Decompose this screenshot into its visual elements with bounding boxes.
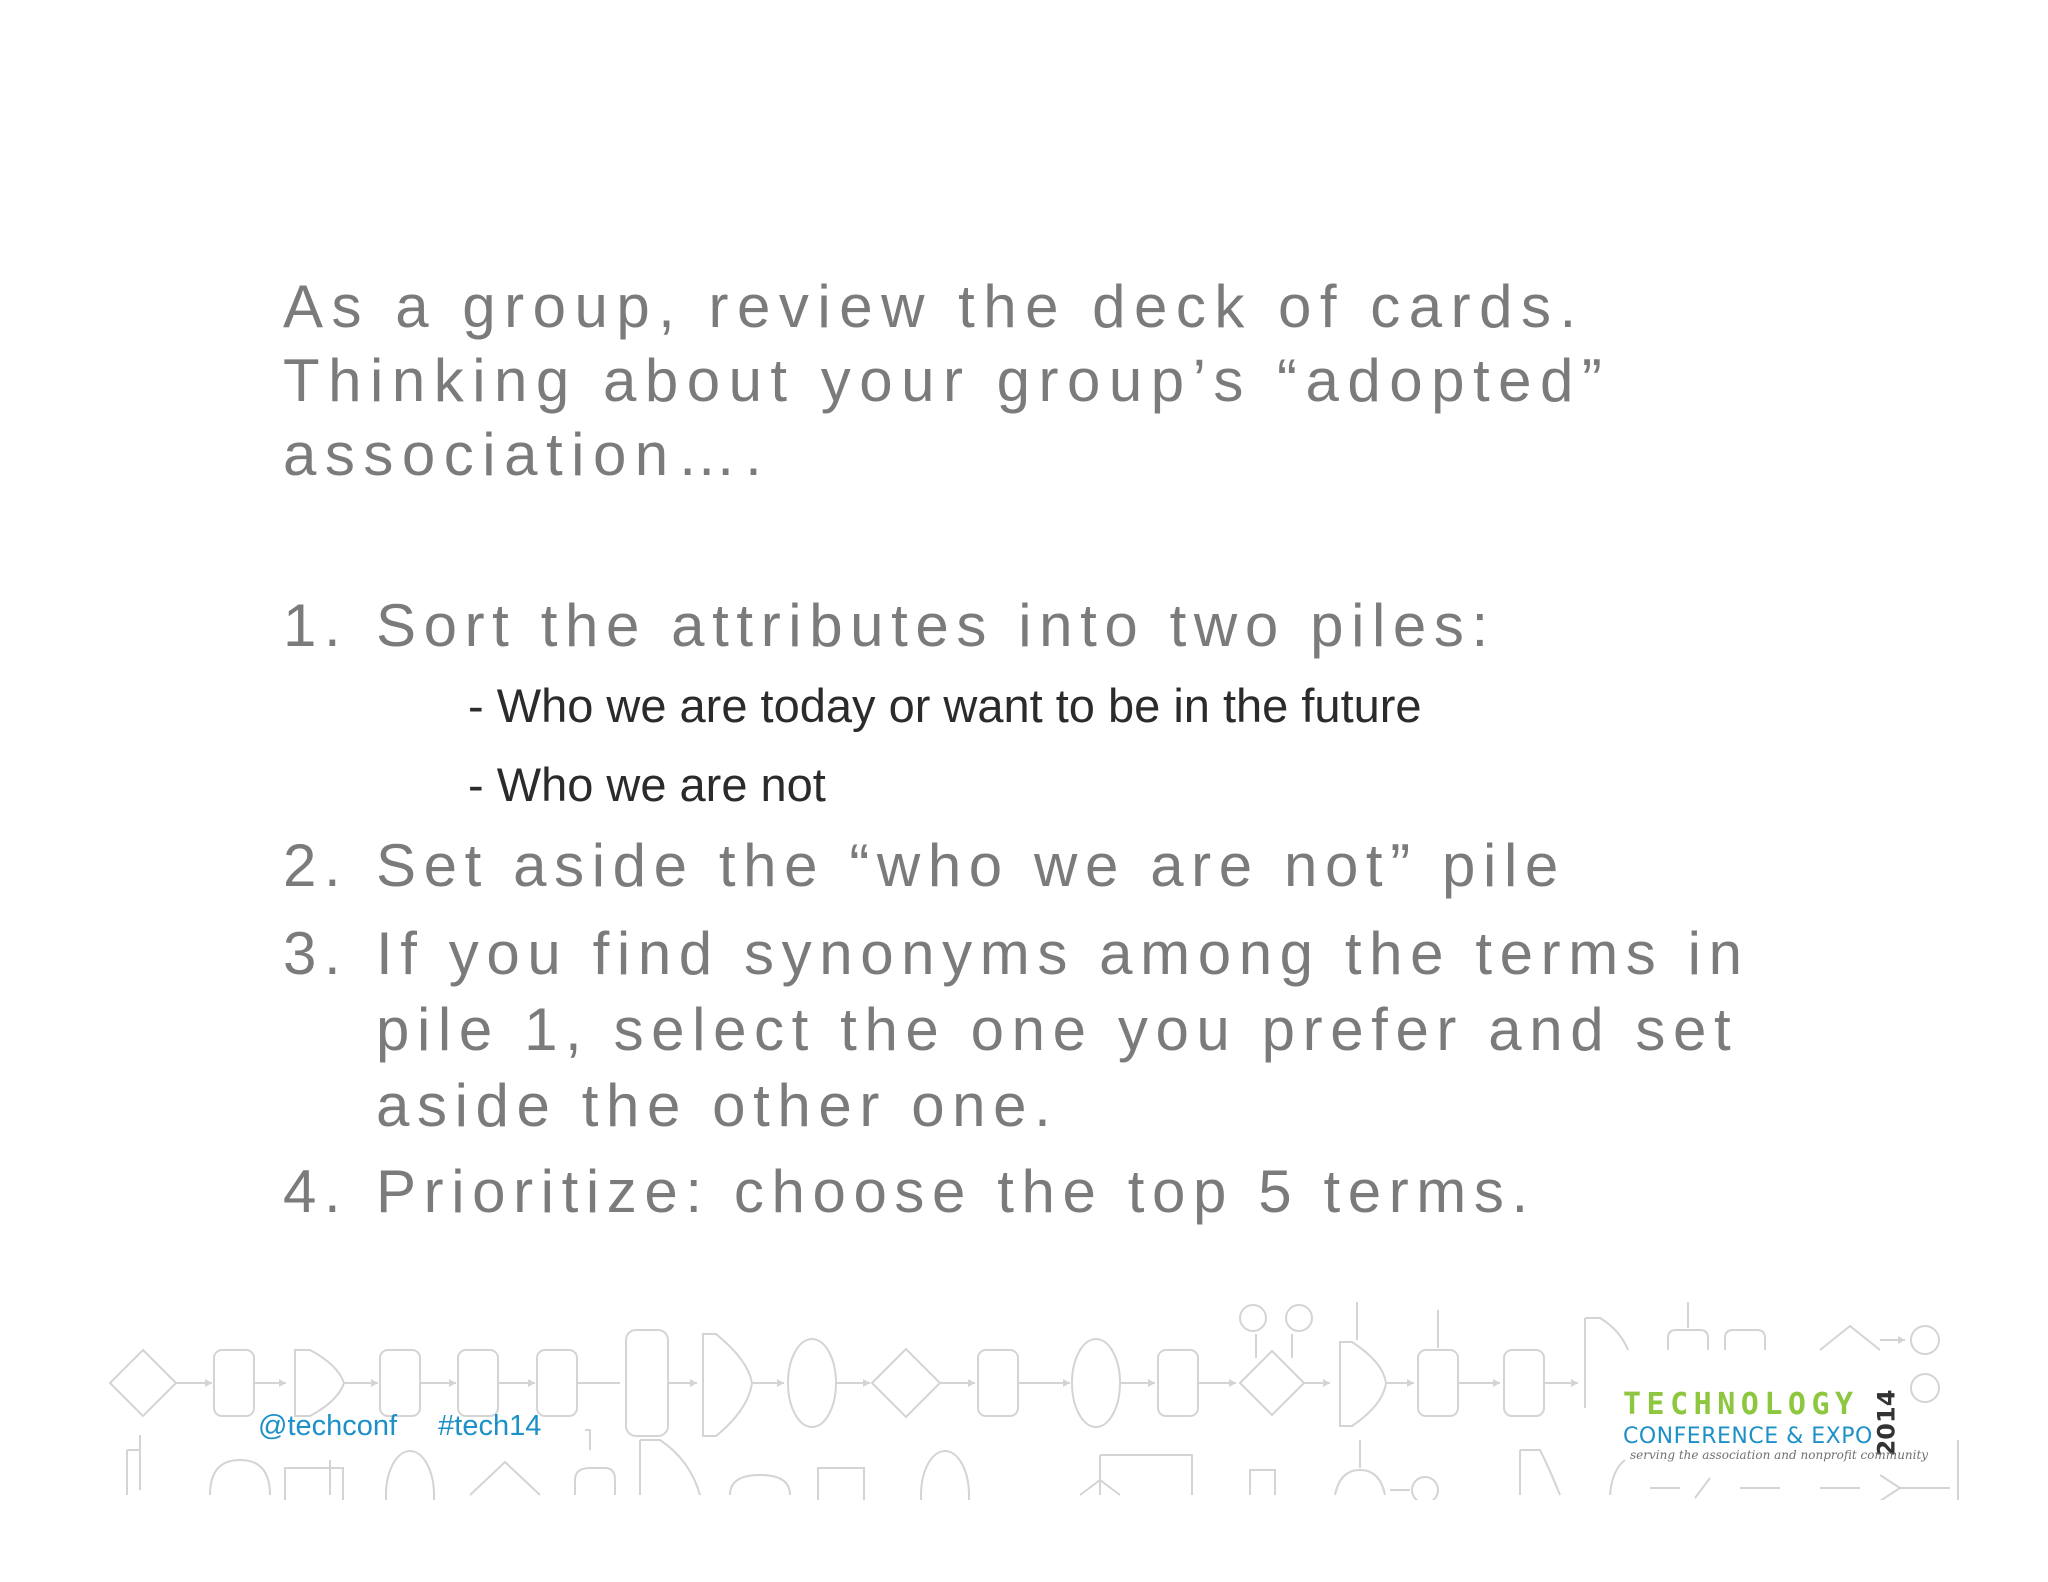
event-hashtag[interactable]: #tech14 [438, 1410, 542, 1442]
step-line: If you find synonyms among the terms in [376, 920, 1750, 987]
pile-item: - Who we are not [468, 758, 826, 811]
logo-subtitle: CONFERENCE & EXPO [1623, 1424, 1873, 1449]
intro-line: association…. [283, 421, 771, 488]
logo-title: TECHNOLOGY [1623, 1387, 1859, 1422]
step-text [376, 916, 1843, 1144]
conference-logo [1623, 1387, 1901, 1457]
social-handles [258, 1410, 541, 1443]
logo-tagline: serving the association and nonprofit community [1630, 1448, 1929, 1462]
step-line: Prioritize: choose the top 5 terms. [376, 1158, 1536, 1225]
step-text [376, 828, 1843, 904]
intro-paragraph [283, 270, 1843, 492]
step-item [283, 828, 1843, 904]
step-number: 3. [283, 920, 349, 987]
steps-list [283, 588, 1843, 1230]
step-item [283, 1154, 1843, 1230]
step-text [376, 1154, 1843, 1230]
step-line: pile 1, select the one you prefer and set [376, 996, 1739, 1063]
step-number: 4. [283, 1158, 349, 1225]
step-item [283, 916, 1843, 1144]
step-text [376, 588, 1843, 664]
intro-line: Thinking about your group’s “adopted” [283, 347, 1611, 414]
step-number: 1. [283, 592, 349, 659]
pile-item: - Who we are today or want to be in the future [468, 679, 1422, 732]
step-number: 2. [283, 832, 349, 899]
step-line: Set aside the “who we are not” pile [376, 832, 1566, 899]
step-line: aside the other one. [376, 1072, 1059, 1139]
intro-line: As a group, review the deck of cards. [283, 273, 1585, 340]
step-item [283, 588, 1843, 824]
step-line: Sort the attributes into two piles: [376, 592, 1496, 659]
pile-list [376, 666, 1843, 824]
logo-year: 2014 [1872, 1389, 1901, 1457]
twitter-handle[interactable]: @techconf [258, 1410, 398, 1442]
slide-content [283, 270, 1843, 1225]
